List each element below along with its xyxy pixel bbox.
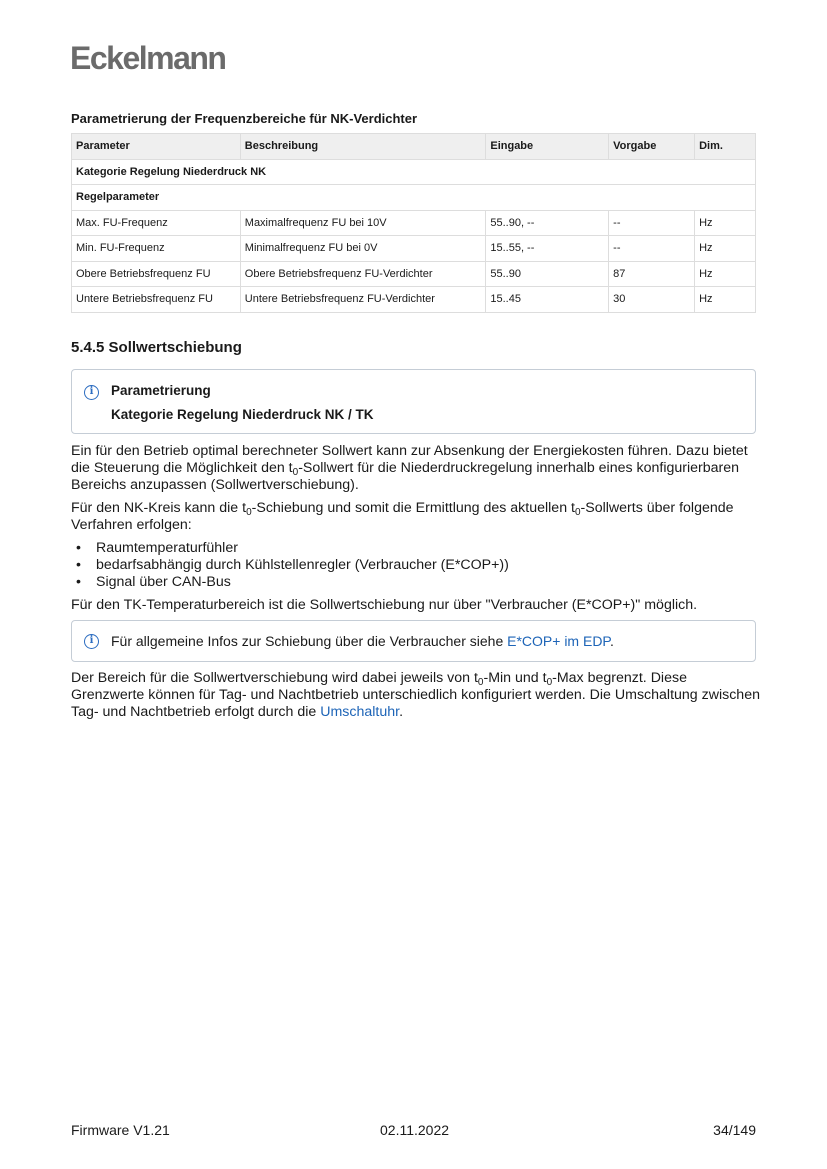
table-cell: Hz [695, 287, 756, 313]
text: Der Bereich für die Sollwertverschiebung wird dabei jeweils von t [71, 670, 478, 686]
info-icon: i [84, 385, 99, 400]
table-row [72, 287, 756, 313]
category-label: Kategorie Regelung Niederdruck NK [72, 159, 756, 185]
subcategory-label: Regelparameter [72, 185, 756, 211]
info-text [111, 633, 614, 649]
table-cell: -- [609, 236, 695, 262]
table-row [72, 236, 756, 262]
subscript: 0 [292, 467, 299, 478]
list-item: • Raumtemperaturfühler [71, 540, 761, 557]
table-cell: Min. FU-Frequenz [72, 236, 241, 262]
ecop-edp-link[interactable]: E*COP+ im EDP [507, 633, 610, 649]
info-title: Parametrierung [111, 383, 211, 398]
text: Für den NK-Kreis kann die t [71, 500, 247, 516]
table-cell: Minimalfrequenz FU bei 0V [240, 236, 486, 262]
paragraph-2 [71, 500, 761, 534]
table-cell: Hz [695, 236, 756, 262]
table-cell: Obere Betriebsfrequenz FU-Verdichter [240, 261, 486, 287]
header-cell: Parameter [72, 134, 241, 160]
text: -Max begrenzt. Diese Grenzwerte können für Tag- und Nachtbetrieb unterschiedlich konfiguriert werden. Die Umschaltung zwischen Tag- und Nachtbetrieb erfolgt durch die [71, 670, 760, 720]
table-cell: 15..45 [486, 287, 609, 313]
method-list [71, 540, 761, 591]
list-item: • bedarfsabhängig durch Kühlstellenregler (Verbraucher (E*COP+)) [71, 557, 761, 574]
header-cell: Dim. [695, 134, 756, 160]
subscript: 0 [246, 507, 252, 518]
table-cell: Hz [695, 261, 756, 287]
list-item: • Signal über CAN-Bus [71, 574, 761, 591]
table-title: Parametrierung der Frequenzbereiche für NK-Verdichter [71, 111, 418, 126]
table-cell: Untere Betriebsfrequenz FU-Verdichter [240, 287, 486, 313]
logo: Eckelmann [70, 40, 226, 76]
subscript: 0 [574, 507, 581, 518]
header-cell: Beschreibung [240, 134, 486, 160]
text: . [609, 633, 614, 649]
umschaltuhr-link[interactable]: Umschaltuhr [320, 704, 400, 720]
table-row [72, 210, 756, 236]
paragraph-3: Für den TK-Temperaturbereich ist die Sollwertschiebung nur über "Verbraucher (E*COP+)" möglich. [71, 597, 698, 613]
subscript: 0 [477, 677, 484, 688]
text: . [399, 704, 404, 720]
info-box-ecop [71, 620, 756, 662]
text: Für allgemeine Infos zur Schiebung über die Verbraucher siehe [111, 633, 508, 649]
info-icon: i [84, 634, 99, 649]
subscript: 0 [546, 677, 553, 688]
footer-version: Firmware V1.21 [71, 1122, 170, 1138]
text: -Min und t [483, 670, 547, 686]
table-cell: 55..90, -- [486, 210, 609, 236]
category-row [72, 159, 756, 185]
paragraph-1 [71, 443, 761, 494]
table-cell: Max. FU-Frequenz [72, 210, 241, 236]
text: -Schiebung und somit die Ermittlung des aktuellen t [251, 500, 575, 516]
body-text [71, 443, 761, 620]
table-cell: Obere Betriebsfrequenz FU [72, 261, 241, 287]
header-cell: Eingabe [486, 134, 609, 160]
table-cell: -- [609, 210, 695, 236]
table-header-row [72, 134, 756, 160]
table-cell: Maximalfrequenz FU bei 10V [240, 210, 486, 236]
footer-date: 02.11.2022 [380, 1122, 450, 1138]
text: -Sollwert für die Niederdruckregelung innerhalb eines konfigurierbaren Bereichs anzupassen (Sollwertverschiebung). [71, 460, 740, 493]
table-cell: Untere Betriebsfrequenz FU [72, 287, 241, 313]
table-cell: 55..90 [486, 261, 609, 287]
table-cell: 30 [609, 287, 695, 313]
table-cell: 15..55, -- [486, 236, 609, 262]
section-title: 5.4.5 Sollwertschiebung [71, 339, 242, 356]
body-text-2 [71, 670, 761, 727]
table-row [72, 261, 756, 287]
table-cell: 87 [609, 261, 695, 287]
subcategory-row [72, 185, 756, 211]
info-box-parametrierung [71, 369, 756, 434]
paragraph-4 [71, 670, 761, 721]
text: -Sollwerts über folgende Verfahren erfolgen: [71, 500, 734, 533]
text: Ein für den Betrieb optimal berechneter Sollwert kann zur Absenkung der Energiekosten führen. Dazu bietet die Steuerung die Möglichkeit den t [71, 443, 748, 476]
table-cell: Hz [695, 210, 756, 236]
info-subtitle: Kategorie Regelung Niederdruck NK / TK [111, 407, 374, 422]
parameter-table [71, 133, 756, 313]
header-cell: Vorgabe [609, 134, 695, 160]
footer-page: 34/149 [713, 1122, 756, 1138]
